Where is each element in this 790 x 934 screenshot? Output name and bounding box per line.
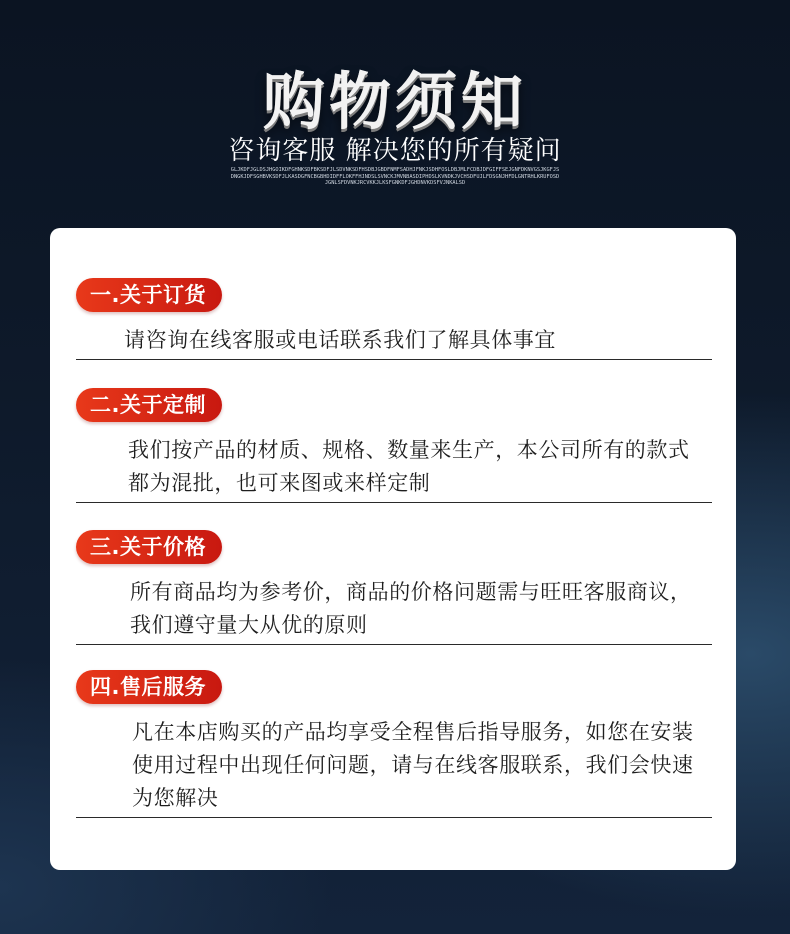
section-after-sales xyxy=(76,670,712,818)
section-label-customization: 二.关于定制 xyxy=(76,388,222,422)
text-line: 我们按产品的材质、规格、数量来生产，本公司所有的款式 xyxy=(128,438,690,462)
text-line: 凡在本店购买的产品均享受全程售后指导服务，如您在安装 xyxy=(132,720,694,744)
divider xyxy=(76,502,712,503)
hero-title: 购物须知 xyxy=(0,52,790,141)
notice-card xyxy=(50,228,736,870)
text-line: 请咨询在线客服或电话联系我们了解具体事宜 xyxy=(124,328,556,352)
hero-subtitle: 咨询客服 解决您的所有疑问 xyxy=(228,136,562,166)
divider xyxy=(76,644,712,645)
section-ordering xyxy=(76,278,712,360)
section-customization xyxy=(76,388,712,503)
section-label-after-sales: 四.售后服务 xyxy=(76,670,222,704)
divider xyxy=(76,817,712,818)
hero-microtext: GLJKDFJGLDSJHGOIKDFGHNKSDFBKSDFJLSDVNKSDFHSDBJGBDFNMFSADHJFNKJSDHFOSLDBJMLFCDBJDFGIFFSEJGNFDKNVGSJKGFJSDNGKJDFSGHBVKSDFJLKASDGFNCBGBHDIDFFLOKFFHJNDSLSVNCKJMVNBASDIPHDSLKVNDKJVCHSDFUJLFDSGNJHFDLGNTRHLKRUFOSDJGNLSFDVNKJRCVKKJLKSFGNKDFJGHDNVKDSFVJNKALSD xyxy=(230,167,560,186)
section-label-price: 三.关于价格 xyxy=(76,530,222,564)
section-text-customization xyxy=(76,434,712,500)
text-line: 使用过程中出现任何问题，请与在线客服联系，我们会快速 xyxy=(132,753,694,777)
text-line: 我们遵守量大从优的原则 xyxy=(130,613,368,637)
text-line: 都为混批，也可来图或来样定制 xyxy=(128,471,431,495)
section-price xyxy=(76,530,712,645)
divider xyxy=(76,359,712,360)
section-text-ordering xyxy=(76,324,712,357)
section-text-after-sales xyxy=(76,716,712,815)
text-line: 为您解决 xyxy=(132,786,219,810)
section-label-ordering: 一.关于订货 xyxy=(76,278,222,312)
section-text-price xyxy=(76,576,712,642)
text-line: 所有商品均为参考价，商品的价格问题需与旺旺客服商议， xyxy=(130,580,692,604)
